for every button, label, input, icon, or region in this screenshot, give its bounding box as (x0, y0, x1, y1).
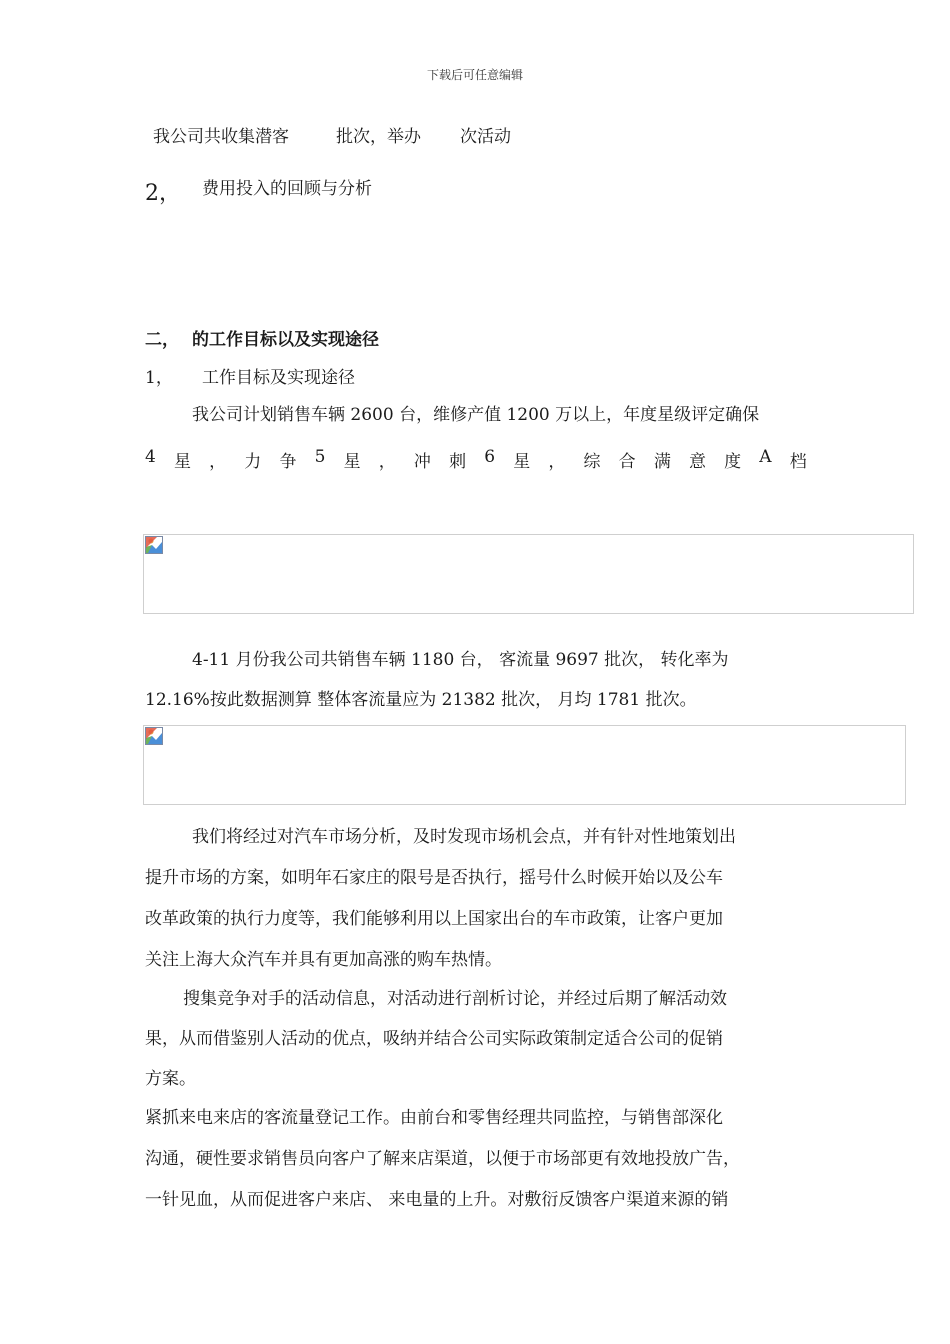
goal-word: 6 (484, 447, 496, 467)
section-2-title: 费用投入的回顾与分析 (202, 179, 372, 199)
goal-line-2 (145, 447, 807, 472)
goal-word: 5 (314, 447, 326, 467)
broken-image-placeholder (143, 725, 906, 805)
goal-word: A (759, 447, 772, 467)
goal-line-1: 我公司计划销售车辆 2600 台，维修产值 1200 万以上，年度星级评定确保 (192, 405, 760, 425)
goal-word: 星 (173, 452, 191, 472)
goal-word: 合 (618, 452, 636, 472)
goal-word: 综 (583, 452, 601, 472)
subsection-1-number: 1， (145, 368, 173, 388)
compete-line-1: 搜集竞争对手的活动信息，对活动进行剖析讨论，并经过后期了解活动效 (183, 989, 727, 1009)
goal-word: 刺 (449, 452, 467, 472)
chapter-two-title: 的工作目标以及实现途径 (192, 330, 379, 350)
goal-word: 力 (244, 452, 262, 472)
broken-image-placeholder (143, 534, 914, 614)
goal-word: 4 (145, 447, 156, 467)
broken-image-icon (145, 536, 163, 554)
traffic-line-1: 紧抓来电来店的客流量登记工作。由前台和零售经理共同监控，与销售部深化 (145, 1108, 723, 1128)
traffic-line-2: 沟通，硬性要求销售员向客户了解来店渠道，以便于市场部更有效地投放广告， (145, 1149, 740, 1169)
market-line-4: 关注上海大众汽车并具有更加高涨的购车热情。 (145, 950, 502, 970)
sales-line-2: 12.16%按此数据测算 整体客流量应为 21382 批次， 月均 1781 批次。 (145, 690, 697, 710)
market-line-1: 我们将经过对汽车市场分析，及时发现市场机会点，并有针对性地策划出 (192, 827, 736, 847)
subsection-1-title: 工作目标及实现途径 (202, 368, 355, 388)
goal-word: 度 (724, 452, 742, 472)
sales-line-1: 4-11 月份我公司共销售车辆 1180 台， 客流量 9697 批次， 转化率为 (192, 650, 729, 670)
leads-text-part2: 批次，举办 (336, 127, 421, 147)
goal-word: 星 (343, 452, 361, 472)
page-header-note: 下载后可任意编辑 (426, 68, 523, 82)
goal-word: ， (548, 452, 566, 472)
leads-text-part3: 次活动 (460, 127, 511, 147)
goal-word: 满 (653, 452, 671, 472)
compete-line-3: 方案。 (145, 1069, 196, 1089)
compete-line-2: 果，从而借鉴别人活动的优点，吸纳并结合公司实际政策制定适合公司的促销 (145, 1029, 723, 1049)
traffic-line-3: 一针见血，从而促进客户来店、 来电量的上升。对敷衍反馈客户渠道来源的销 (145, 1190, 729, 1210)
goal-word: ， (209, 452, 227, 472)
goal-word: 星 (513, 452, 531, 472)
goal-word: 档 (789, 452, 807, 472)
goal-word: 争 (279, 452, 297, 472)
goal-word: 意 (688, 452, 706, 472)
section-2-number: 2， (145, 181, 181, 206)
leads-text-part1: 我公司共收集潜客 (153, 127, 289, 147)
goal-word: 冲 (413, 452, 431, 472)
market-line-3: 改革政策的执行力度等，我们能够利用以上国家出台的车市政策，让客户更加 (145, 909, 723, 929)
goal-word: ， (378, 452, 396, 472)
chapter-two-number: 二， (145, 330, 179, 350)
broken-image-icon (145, 727, 163, 745)
market-line-2: 提升市场的方案，如明年石家庄的限号是否执行，摇号什么时候开始以及公车 (145, 868, 723, 888)
